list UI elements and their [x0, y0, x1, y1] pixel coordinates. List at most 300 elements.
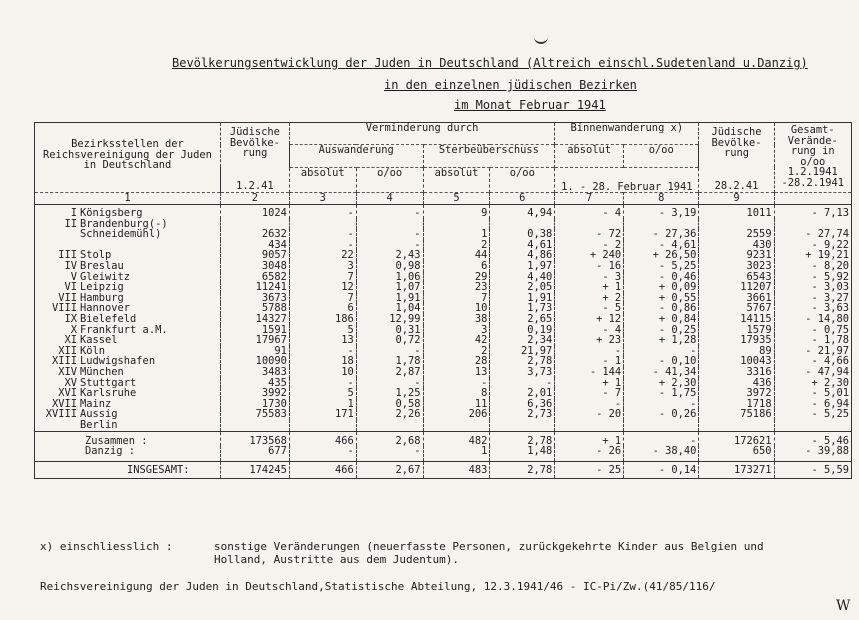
emi-abs-header: absolut: [289, 167, 356, 193]
cell-pop2: 14115: [699, 314, 774, 325]
cell-bin-pm: - 27,36: [624, 229, 699, 240]
cell-mort-abs: [423, 219, 490, 230]
cell-total: - 9,22: [774, 240, 851, 251]
cell-total: - 0,75: [774, 325, 851, 336]
cell-mort-pm: 0,38: [490, 229, 555, 240]
district-name: Hamburg: [80, 292, 124, 304]
district-name: Stuttgart: [80, 377, 137, 389]
district-name-cell: [35, 325, 221, 336]
district-name: Schneidemühl): [80, 229, 162, 240]
cell-total: - 7,13: [774, 205, 851, 219]
cell-mort-pm: 2,34: [490, 335, 555, 346]
grand-total-rows: [35, 461, 852, 479]
district-header: Bezirksstellen der Reichsvereinigung der Juden in Deutschland: [35, 123, 221, 193]
district-number: X: [70, 324, 77, 336]
cell-total: [774, 420, 851, 431]
cell-pop2: 1011: [699, 205, 774, 219]
cell-bin-abs: -: [555, 399, 624, 410]
cell-bin-abs: -: [555, 346, 624, 357]
district-name-cell: [35, 431, 221, 446]
cell-mort-abs: 23: [423, 282, 490, 293]
pop-end-header: Jüdische Bevölke-rung: [699, 123, 774, 168]
cell-bin-abs: - 16: [555, 261, 624, 272]
cell-mort-pm: 4,61: [490, 240, 555, 251]
col-number: 4: [356, 193, 423, 205]
cell-bin-abs: - 2: [555, 240, 624, 251]
district-name: Bielefeld: [80, 314, 137, 325]
cell-pop1: 91: [220, 346, 289, 357]
grand-cell-total: - 5,59: [774, 461, 851, 479]
cell-bin-abs: - 144: [555, 367, 624, 378]
cell-pop1: 677: [220, 446, 289, 461]
cell-pop1: 434: [220, 240, 289, 251]
cell-pop1: 17967: [220, 335, 289, 346]
cell-pop1: 1591: [220, 325, 289, 336]
district-name-cell: [35, 346, 221, 357]
cell-emi-pm: 1,78: [356, 356, 423, 367]
cell-pop2: 436: [699, 378, 774, 389]
col-number: 7: [555, 193, 624, 205]
district-number: V: [70, 271, 77, 283]
district-name: Danzig :: [85, 446, 136, 458]
cell-mort-pm: 4,86: [490, 250, 555, 261]
cell-emi-abs: 13: [289, 335, 356, 346]
district-name: Leipzig: [80, 282, 124, 293]
col-number: 9: [699, 193, 774, 205]
col-number: 8: [624, 193, 699, 205]
cell-emi-pm: 0,72: [356, 335, 423, 346]
table-row: [35, 240, 852, 251]
cell-pop1: 173568: [220, 431, 289, 446]
cell-emi-abs: 5: [289, 325, 356, 336]
cell-pop1: 11241: [220, 282, 289, 293]
cell-mort-abs: 29: [423, 272, 490, 283]
cell-mort-abs: 9: [423, 205, 490, 219]
district-name: Hannover: [80, 303, 131, 314]
footer-reference: Reichsvereinigung der Juden in Deutschland,Statistische Abteilung, 12.3.1941/46 - IC-Pi/Zw.(41/85/116/: [40, 580, 716, 593]
cell-mort-pm: 2,05: [490, 282, 555, 293]
cell-total: - 5,46: [774, 431, 851, 446]
table-row: [35, 388, 852, 399]
cell-mort-abs: 1: [423, 446, 490, 461]
cell-total: - 39,88: [774, 446, 851, 461]
footnote-label: x) einschliesslich :: [40, 540, 173, 553]
cell-mort-pm: 2,78: [490, 356, 555, 367]
footnote: [40, 540, 764, 566]
cell-emi-pm: 1,25: [356, 388, 423, 399]
cell-pop2: 10043: [699, 356, 774, 367]
cell-bin-abs: + 1: [555, 282, 624, 293]
grand-cell-bin-pm: - 0,14: [624, 461, 699, 479]
cell-bin-abs: - 5: [555, 303, 624, 314]
cell-emi-abs: 3: [289, 261, 356, 272]
cell-emi-pm: 12,99: [356, 314, 423, 325]
grand-cell-mort-pm: 2,78: [490, 461, 555, 479]
table-row: [35, 367, 852, 378]
district-name-cell: [35, 367, 221, 378]
cell-emi-abs: 1: [289, 399, 356, 410]
cell-total: - 5,25: [774, 409, 851, 420]
cell-bin-pm: - 1,75: [624, 388, 699, 399]
district-name: Frankfurt a.M.: [80, 324, 168, 336]
district-name: Aussig: [80, 409, 118, 420]
cell-pop1: 3673: [220, 293, 289, 304]
cell-emi-pm: 1,07: [356, 282, 423, 293]
district-name: Ludwigshafen: [80, 356, 156, 367]
cell-pop1: 3483: [220, 367, 289, 378]
cell-emi-pm: [356, 420, 423, 431]
period-header: 1. - 28. Februar 1941: [555, 167, 699, 193]
emi-pm-header: o/oo: [356, 167, 423, 193]
cell-pop2: 430: [699, 240, 774, 251]
district-number: VIII: [51, 303, 77, 314]
cell-pop2: 650: [699, 446, 774, 461]
cell-pop2: [699, 219, 774, 230]
cell-mort-abs: 11: [423, 399, 490, 410]
title-line-2: in den einzelnen jüdischen Bezirken: [384, 78, 637, 92]
cell-pop1: 1024: [220, 205, 289, 219]
cell-bin-abs: + 12: [555, 314, 624, 325]
cell-mort-pm: 6,36: [490, 399, 555, 410]
cell-mort-pm: 1,91: [490, 293, 555, 304]
cell-pop1: 435: [220, 378, 289, 389]
cell-total: - 3,27: [774, 293, 851, 304]
table-row: [35, 261, 852, 272]
table-row: [35, 250, 852, 261]
mort-pm-header: o/oo: [490, 167, 555, 193]
decrease-header: Verminderung durch: [289, 123, 554, 145]
cell-bin-pm: -: [624, 346, 699, 357]
district-name: Königsberg: [80, 207, 143, 219]
district-name-cell: [35, 272, 221, 283]
cell-mort-pm: 4,40: [490, 272, 555, 283]
cell-mort-pm: 0,19: [490, 325, 555, 336]
cell-emi-abs: 5: [289, 388, 356, 399]
cell-bin-abs: - 72: [555, 229, 624, 240]
district-name-cell: [35, 409, 221, 420]
cell-mort-pm: 2,73: [490, 409, 555, 420]
table-row: [35, 399, 852, 410]
corner-mark: W: [836, 598, 851, 614]
grand-cell-bin-abs: - 25: [555, 461, 624, 479]
cell-emi-pm: 2,68: [356, 431, 423, 446]
district-number: XVII: [51, 398, 77, 410]
col-number: 5: [423, 193, 490, 205]
mort-abs-header: absolut: [423, 167, 490, 193]
col-number: 2: [220, 193, 289, 205]
grand-cell-pop1: 174245: [220, 461, 289, 479]
cell-bin-abs: - 4: [555, 205, 624, 219]
cell-pop2: 3661: [699, 293, 774, 304]
cell-mort-pm: 4,94: [490, 205, 555, 219]
district-number: IX: [64, 314, 77, 325]
cell-mort-abs: 44: [423, 250, 490, 261]
district-number: XIII: [51, 356, 77, 367]
cell-emi-abs: 22: [289, 250, 356, 261]
cell-pop2: 3316: [699, 367, 774, 378]
cell-bin-pm: - 3,19: [624, 205, 699, 219]
cell-pop2: 9231: [699, 250, 774, 261]
cell-total: - 5,92: [774, 272, 851, 283]
district-number: IV: [64, 261, 77, 272]
cell-total: - 14,80: [774, 314, 851, 325]
pop-start-header: Jüdische Bevölke-rung: [220, 123, 289, 168]
table-row: [35, 356, 852, 367]
district-name-cell: [35, 282, 221, 293]
cell-emi-pm: -: [356, 446, 423, 461]
table-row: [35, 346, 852, 357]
cell-emi-pm: 1,06: [356, 272, 423, 283]
cell-pop2: 3023: [699, 261, 774, 272]
district-name-cell: [35, 446, 221, 461]
cell-bin-pm: - 0,86: [624, 303, 699, 314]
cell-total: - 4,66: [774, 356, 851, 367]
cell-bin-pm: - 0,25: [624, 325, 699, 336]
table-row: [35, 219, 852, 230]
total-change-header: Gesamt-Verände-rung in o/oo: [774, 123, 851, 168]
cell-total: - 3,03: [774, 282, 851, 293]
cell-bin-pm: - 0,10: [624, 356, 699, 367]
table-row: [35, 229, 852, 240]
cell-pop2: [699, 420, 774, 431]
cell-emi-pm: 1,04: [356, 303, 423, 314]
cell-emi-abs: 10: [289, 367, 356, 378]
data-rows: [35, 205, 852, 431]
table-row: [35, 420, 852, 431]
cell-pop2: 89: [699, 346, 774, 357]
pop-end-date: 28.2.41: [699, 167, 774, 193]
cell-pop2: 172621: [699, 431, 774, 446]
cell-pop1: 9057: [220, 250, 289, 261]
cell-pop1: 10090: [220, 356, 289, 367]
internal-pm-header: o/oo: [624, 145, 699, 167]
cell-pop2: 5767: [699, 303, 774, 314]
cell-bin-pm: [624, 219, 699, 230]
district-name: Stolp: [80, 250, 112, 262]
cell-emi-pm: 0,31: [356, 325, 423, 336]
cell-total: - 5,01: [774, 388, 851, 399]
cell-mort-pm: [490, 219, 555, 230]
district-number: XII: [58, 345, 77, 357]
cell-total: - 27,74: [774, 229, 851, 240]
cell-emi-pm: -: [356, 346, 423, 357]
cell-mort-abs: 2: [423, 346, 490, 357]
district-name-cell: [35, 261, 221, 272]
district-number: III: [58, 250, 77, 262]
district-name-cell: [35, 303, 221, 314]
cell-bin-abs: - 26: [555, 446, 624, 461]
cell-pop1: 1730: [220, 399, 289, 410]
cell-emi-pm: 2,43: [356, 250, 423, 261]
district-number: VII: [58, 292, 77, 304]
cell-bin-abs: [555, 420, 624, 431]
cell-pop2: 3972: [699, 388, 774, 399]
cell-mort-abs: 6: [423, 261, 490, 272]
cell-bin-abs: + 2: [555, 293, 624, 304]
grand-cell-mort-abs: 483: [423, 461, 490, 479]
table-row: [35, 282, 852, 293]
title-line-1: Bevölkerungsentwicklung der Juden in Deutschland (Altreich einschl.Sudetenland u.Danzig): [172, 56, 808, 70]
table-row: [35, 293, 852, 304]
cell-bin-pm: -: [624, 399, 699, 410]
total-rows: [35, 431, 852, 461]
cell-emi-abs: 7: [289, 293, 356, 304]
cell-pop2: 1579: [699, 325, 774, 336]
cell-emi-pm: 2,26: [356, 409, 423, 420]
district-name: Berlin: [80, 419, 118, 431]
internal-migration-header: Binnenwanderung x): [555, 123, 699, 145]
cell-mort-pm: -: [490, 378, 555, 389]
district-name: Mainz: [80, 398, 112, 410]
cell-bin-pm: + 0,55: [624, 293, 699, 304]
cell-total: - 8,20: [774, 261, 851, 272]
cell-total: - 6,94: [774, 399, 851, 410]
column-number-row: [35, 193, 852, 205]
district-name: Zusammen :: [85, 434, 148, 447]
cell-mort-pm: [490, 420, 555, 431]
cell-emi-abs: 18: [289, 356, 356, 367]
cell-emi-abs: -: [289, 240, 356, 251]
cell-total: - 21,97: [774, 346, 851, 357]
district-name-cell: [35, 250, 221, 261]
cell-mort-abs: 2: [423, 240, 490, 251]
col-number: 3: [289, 193, 356, 205]
district-number: II: [64, 218, 77, 230]
cell-emi-abs: 12: [289, 282, 356, 293]
table-row: [35, 325, 852, 336]
title-line-3: im Monat Februar 1941: [454, 98, 606, 112]
emigration-header: Auswanderung: [289, 145, 423, 167]
top-punch-mark: [534, 34, 548, 44]
cell-mort-pm: 2,65: [490, 314, 555, 325]
district-name-cell: [35, 240, 221, 251]
cell-total: - 1,78: [774, 335, 851, 346]
cell-bin-abs: [555, 219, 624, 230]
cell-emi-abs: 171: [289, 409, 356, 420]
cell-emi-pm: 2,87: [356, 367, 423, 378]
table-row: [35, 446, 852, 461]
district-name-cell: [35, 378, 221, 389]
cell-bin-pm: + 0,09: [624, 282, 699, 293]
district-name-cell: [35, 399, 221, 410]
cell-mort-abs: 482: [423, 431, 490, 446]
cell-mort-pm: 21,97: [490, 346, 555, 357]
cell-emi-pm: 0,98: [356, 261, 423, 272]
footnote-line-1: sonstige Veränderungen (neuerfasste Personen, zurückgekehrte Kinder aus Belgien und: [214, 540, 764, 553]
cell-mort-abs: 1: [423, 229, 490, 240]
cell-mort-pm: 1,48: [490, 446, 555, 461]
cell-emi-pm: [356, 219, 423, 230]
cell-emi-abs: 7: [289, 272, 356, 283]
cell-emi-abs: 466: [289, 431, 356, 446]
cell-bin-pm: - 0,26: [624, 409, 699, 420]
cell-pop2: 11207: [699, 282, 774, 293]
cell-emi-pm: -: [356, 205, 423, 219]
cell-emi-abs: -: [289, 346, 356, 357]
cell-emi-abs: -: [289, 446, 356, 461]
district-number: XVIII: [45, 409, 77, 420]
table-row: [35, 335, 852, 346]
grand-cell-emi-pm: 2,67: [356, 461, 423, 479]
grand-total-row: [35, 461, 852, 479]
cell-pop1: 2632: [220, 229, 289, 240]
district-name-cell: [35, 420, 221, 431]
district-number: VI: [64, 282, 77, 293]
cell-bin-pm: + 1,28: [624, 335, 699, 346]
cell-bin-abs: + 240: [555, 250, 624, 261]
cell-pop1: 3992: [220, 388, 289, 399]
cell-bin-pm: + 2,30: [624, 378, 699, 389]
internal-abs-header: absolut: [555, 145, 624, 167]
cell-mort-abs: [423, 420, 490, 431]
table-row: [35, 378, 852, 389]
district-name: Gleiwitz: [80, 271, 131, 283]
cell-mort-abs: 10: [423, 303, 490, 314]
cell-emi-abs: -: [289, 229, 356, 240]
cell-emi-abs: 6: [289, 303, 356, 314]
cell-pop2: 1718: [699, 399, 774, 410]
cell-bin-pm: - 0,46: [624, 272, 699, 283]
cell-pop1: [220, 420, 289, 431]
district-name-cell: [35, 388, 221, 399]
cell-emi-pm: 1,91: [356, 293, 423, 304]
district-name: München: [80, 366, 124, 378]
cell-pop1: 6582: [220, 272, 289, 283]
district-number: XVI: [58, 388, 77, 399]
cell-mort-abs: 8: [423, 388, 490, 399]
cell-bin-abs: - 1: [555, 356, 624, 367]
cell-mort-pm: 1,73: [490, 303, 555, 314]
cell-total: [774, 219, 851, 230]
cell-pop1: 5788: [220, 303, 289, 314]
cell-mort-abs: 13: [423, 367, 490, 378]
cell-pop2: 75186: [699, 409, 774, 420]
col-number: 6: [490, 193, 555, 205]
cell-emi-abs: -: [289, 378, 356, 389]
cell-bin-abs: + 23: [555, 335, 624, 346]
cell-bin-pm: + 26,50: [624, 250, 699, 261]
cell-total: + 19,21: [774, 250, 851, 261]
cell-bin-pm: -: [624, 431, 699, 446]
cell-mort-pm: 1,97: [490, 261, 555, 272]
grand-cell-emi-abs: 466: [289, 461, 356, 479]
cell-bin-pm: + 0,84: [624, 314, 699, 325]
table-row: [35, 303, 852, 314]
cell-bin-abs: - 20: [555, 409, 624, 420]
cell-pop2: 2559: [699, 229, 774, 240]
cell-pop1: [220, 219, 289, 230]
cell-total: - 3,63: [774, 303, 851, 314]
cell-emi-abs: [289, 219, 356, 230]
pop-start-date: 1.2.41: [220, 167, 289, 193]
cell-bin-abs: - 4: [555, 325, 624, 336]
cell-mort-pm: 2,01: [490, 388, 555, 399]
district-number: XV: [64, 377, 77, 389]
cell-mort-abs: 42: [423, 335, 490, 346]
total-change-dates: 1.2.1941 -28.2.1941: [774, 167, 851, 193]
cell-mort-abs: 7: [423, 293, 490, 304]
district-name: Breslau: [80, 261, 124, 272]
district-number: I: [70, 207, 77, 219]
mortality-header: Sterbeüberschuss: [423, 145, 555, 167]
cell-emi-abs: -: [289, 205, 356, 219]
cell-pop1: 14327: [220, 314, 289, 325]
district-number: XIV: [58, 366, 77, 378]
cell-mort-abs: 3: [423, 325, 490, 336]
district-name-cell: [35, 314, 221, 325]
cell-bin-pm: - 4,61: [624, 240, 699, 251]
district-name: Köln: [80, 345, 106, 357]
